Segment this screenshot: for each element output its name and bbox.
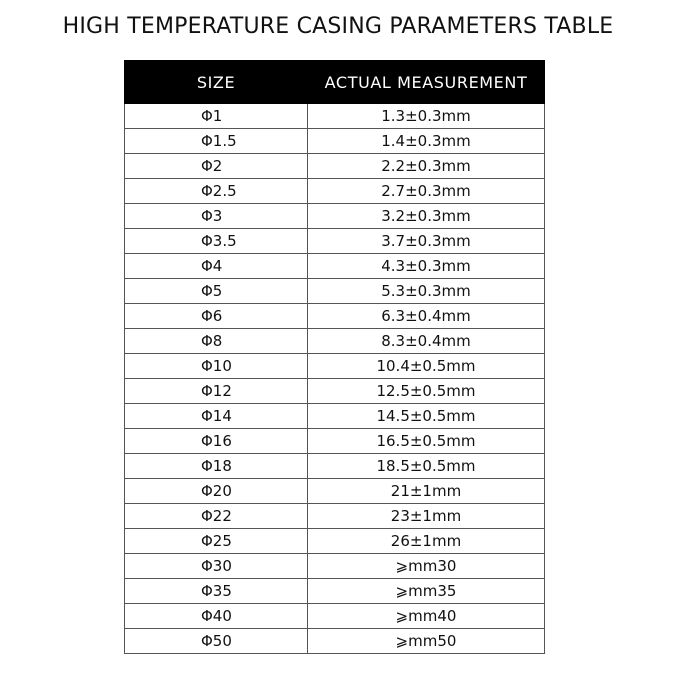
size-cell: Φ20: [125, 479, 308, 504]
measurement-cell: 10.4±0.5mm: [308, 354, 545, 379]
size-cell: Φ12: [125, 379, 308, 404]
measurement-cell: 6.3±0.4mm: [308, 304, 545, 329]
table-row: [125, 554, 545, 579]
table-row: [125, 529, 545, 554]
measurement-cell: 1.4±0.3mm: [308, 129, 545, 154]
measurement-cell: 21±1mm: [308, 479, 545, 504]
table-row: [125, 179, 545, 204]
table-row: [125, 629, 545, 654]
size-cell: Φ40: [125, 604, 308, 629]
size-cell: Φ10: [125, 354, 308, 379]
table-row: [125, 229, 545, 254]
measurement-cell: 16.5±0.5mm: [308, 429, 545, 454]
measurement-cell: ⩾mm30: [308, 554, 545, 579]
table-row: [125, 304, 545, 329]
size-cell: Φ2.5: [125, 179, 308, 204]
size-cell: Φ4: [125, 254, 308, 279]
table-row: [125, 454, 545, 479]
size-cell: Φ8: [125, 329, 308, 354]
size-cell: Φ2: [125, 154, 308, 179]
measurement-cell: 1.3±0.3mm: [308, 104, 545, 129]
size-cell: Φ14: [125, 404, 308, 429]
measurement-cell: 18.5±0.5mm: [308, 454, 545, 479]
table-row: [125, 379, 545, 404]
size-cell: Φ16: [125, 429, 308, 454]
table-row: [125, 429, 545, 454]
measurement-cell: ⩾mm50: [308, 629, 545, 654]
size-cell: Φ50: [125, 629, 308, 654]
table-row: [125, 479, 545, 504]
table-row: [125, 129, 545, 154]
size-cell: Φ30: [125, 554, 308, 579]
measurement-cell: ⩾mm40: [308, 604, 545, 629]
table-row: [125, 254, 545, 279]
measurement-cell: 5.3±0.3mm: [308, 279, 545, 304]
table-row: [125, 154, 545, 179]
measurement-cell: ⩾mm35: [308, 579, 545, 604]
size-cell: Φ22: [125, 504, 308, 529]
column-header-size: SIZE: [125, 61, 308, 104]
parameters-table: [124, 60, 545, 654]
table-row: [125, 354, 545, 379]
size-cell: Φ1: [125, 104, 308, 129]
size-cell: Φ35: [125, 579, 308, 604]
size-cell: Φ3: [125, 204, 308, 229]
page-title: HIGH TEMPERATURE CASING PARAMETERS TABLE: [62, 14, 614, 39]
size-cell: Φ25: [125, 529, 308, 554]
measurement-cell: 2.7±0.3mm: [308, 179, 545, 204]
measurement-cell: 8.3±0.4mm: [308, 329, 545, 354]
table-row: [125, 104, 545, 129]
size-cell: Φ6: [125, 304, 308, 329]
size-cell: Φ18: [125, 454, 308, 479]
table-row: [125, 604, 545, 629]
table-row: [125, 504, 545, 529]
measurement-cell: 23±1mm: [308, 504, 545, 529]
table-row: [125, 279, 545, 304]
measurement-cell: 3.7±0.3mm: [308, 229, 545, 254]
size-cell: Φ5: [125, 279, 308, 304]
measurement-cell: 14.5±0.5mm: [308, 404, 545, 429]
size-cell: Φ1.5: [125, 129, 308, 154]
table-header-row: [125, 61, 545, 104]
column-header-actual-measurement: ACTUAL MEASUREMENT: [308, 61, 545, 104]
measurement-cell: 3.2±0.3mm: [308, 204, 545, 229]
table-row: [125, 579, 545, 604]
table-row: [125, 404, 545, 429]
measurement-cell: 2.2±0.3mm: [308, 154, 545, 179]
measurement-cell: 26±1mm: [308, 529, 545, 554]
size-cell: Φ3.5: [125, 229, 308, 254]
table-row: [125, 329, 545, 354]
measurement-cell: 4.3±0.3mm: [308, 254, 545, 279]
table-row: [125, 204, 545, 229]
measurement-cell: 12.5±0.5mm: [308, 379, 545, 404]
